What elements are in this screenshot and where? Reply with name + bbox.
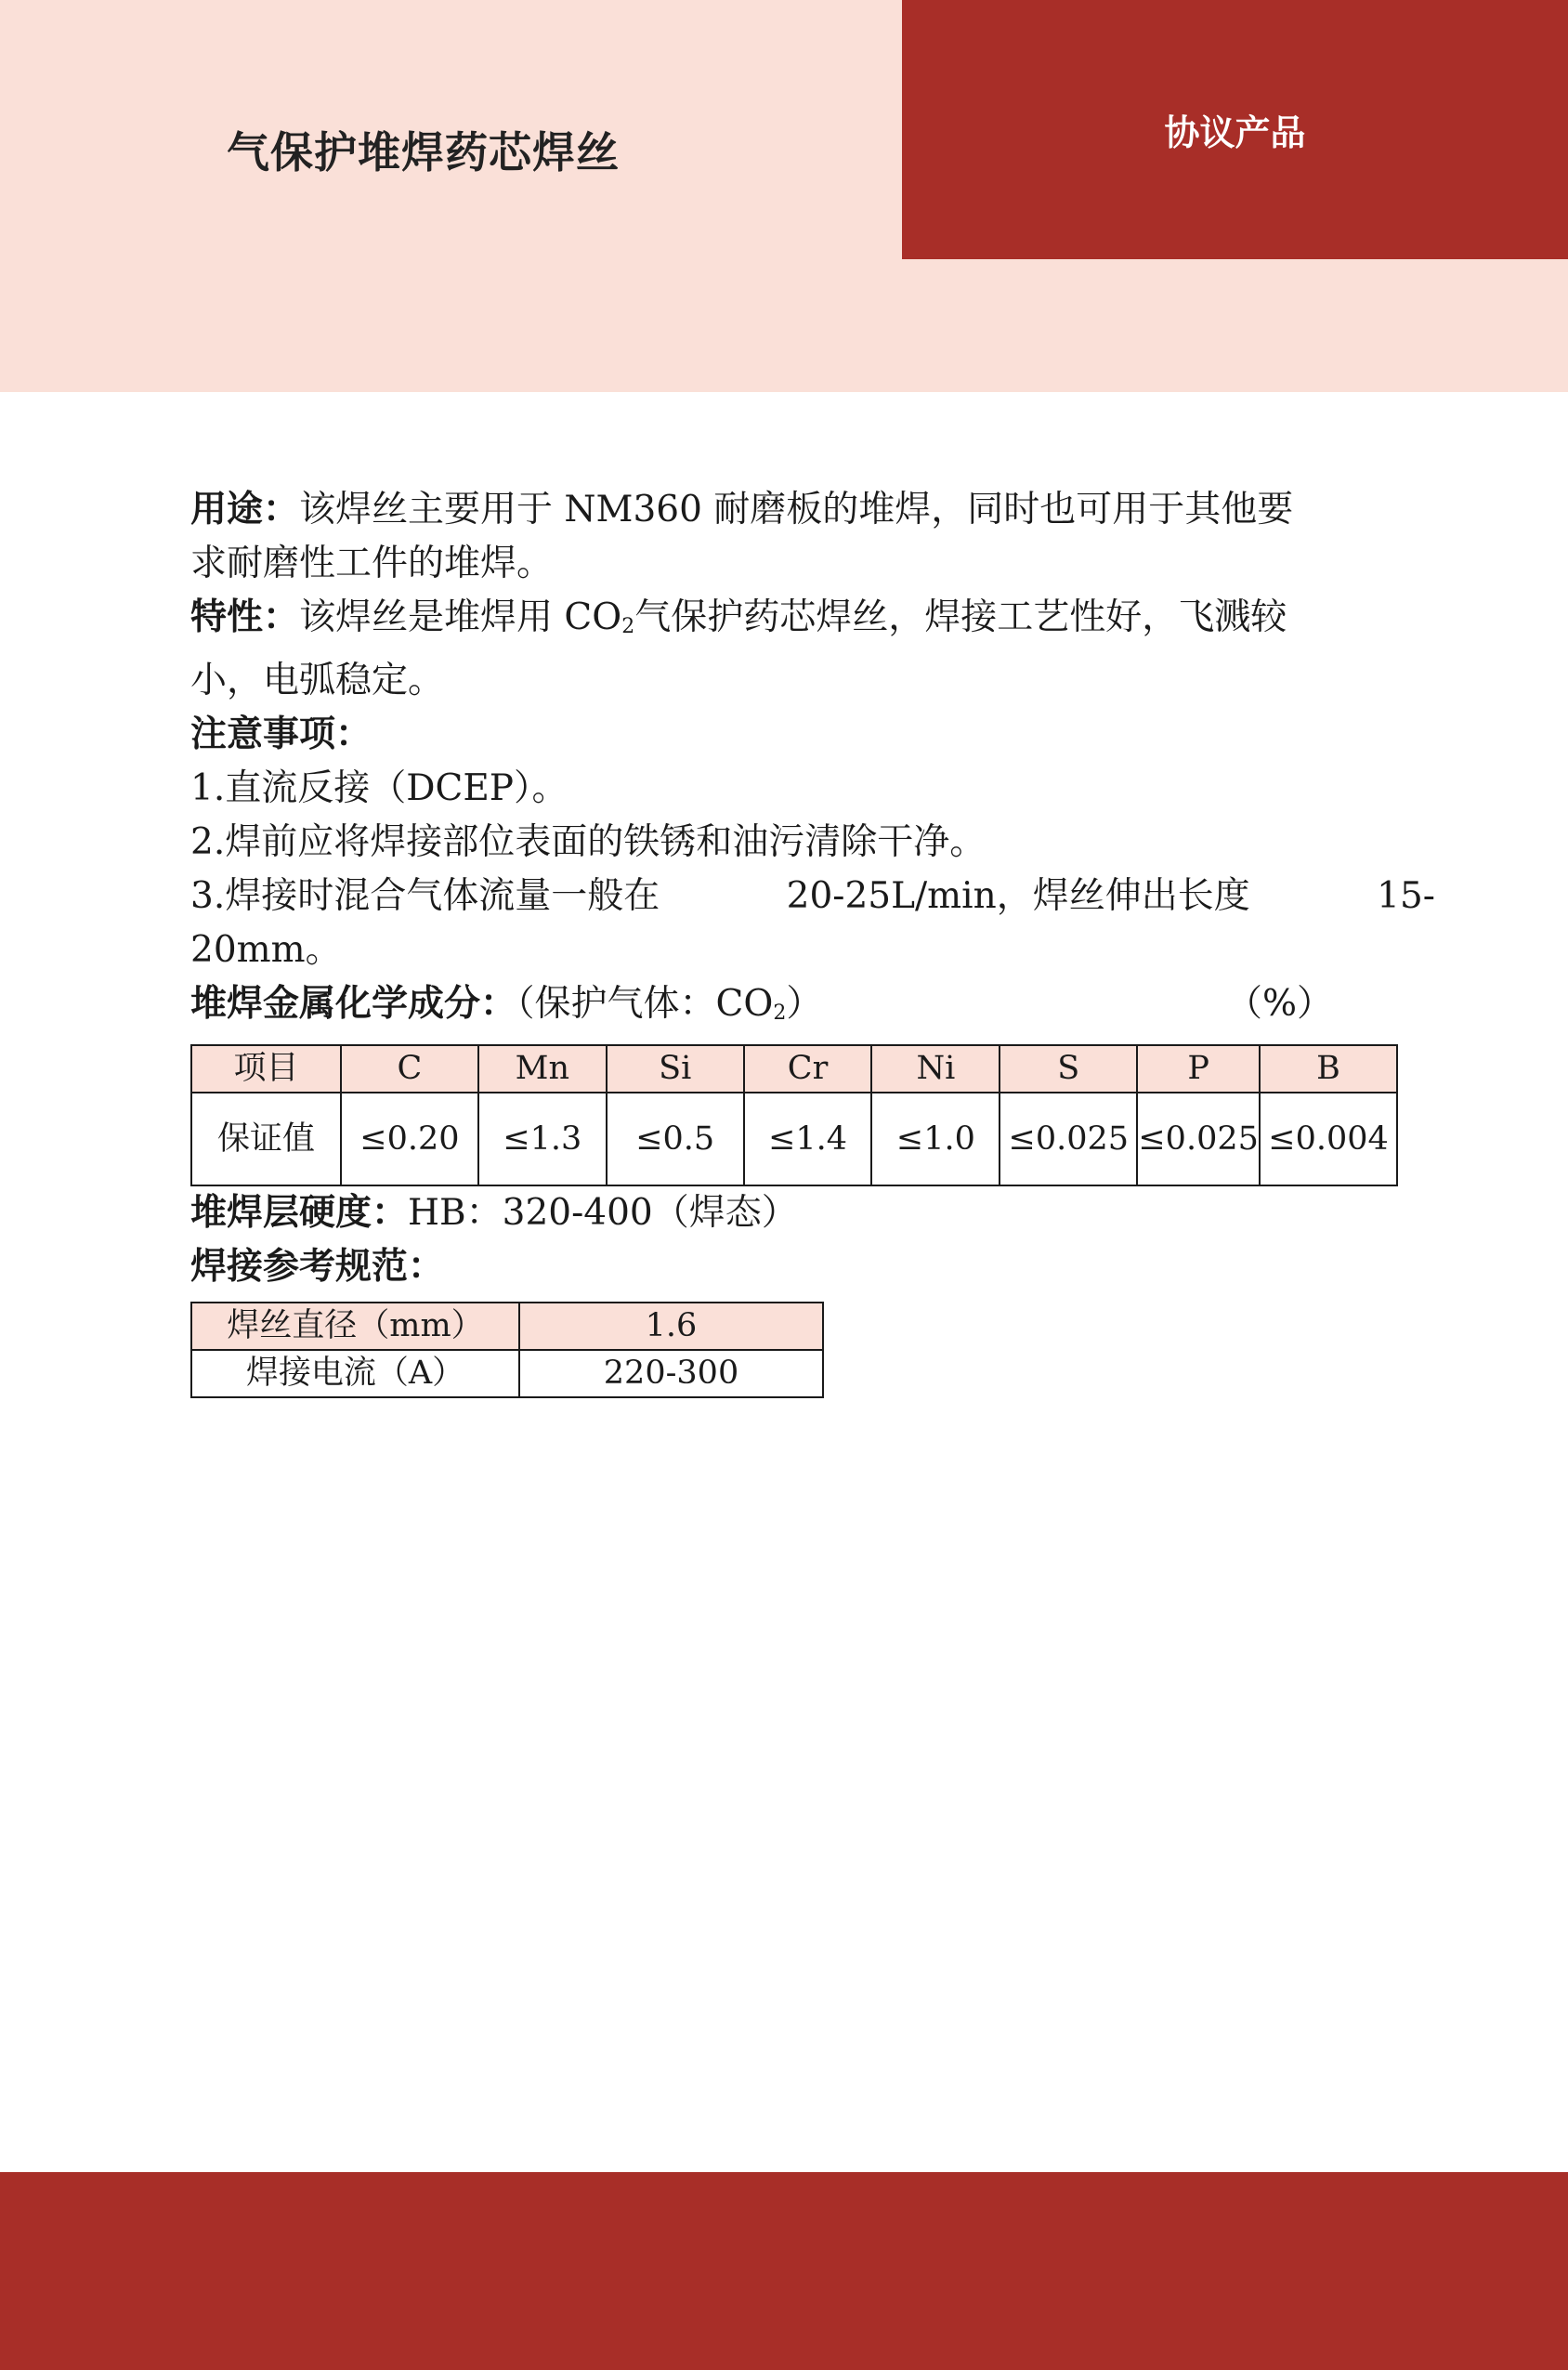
value-cell: ≤1.4	[744, 1093, 872, 1185]
reference-name-cell: 焊接电流（A）	[191, 1350, 519, 1397]
hardness-label: 堆焊层硬度：	[190, 1192, 409, 1234]
value-cell: ≤1.0	[871, 1093, 1000, 1185]
page-title: 气保护堆焊药芯焊丝	[227, 127, 620, 177]
composition-table	[190, 1044, 1398, 1186]
note-item-3-part: 3.焊接时混合气体流量一般在	[190, 875, 660, 917]
header-cell: 项目	[191, 1045, 341, 1093]
reference-row	[191, 1350, 823, 1397]
features-text-cont: 小，电弧稳定。	[190, 660, 445, 701]
composition-header-row	[191, 1045, 1397, 1093]
note-item-3-part: 20-25L/min，焊丝伸出长度	[786, 875, 1250, 917]
value-cell: ≤0.20	[341, 1093, 478, 1185]
reference-row	[191, 1303, 823, 1350]
reference-table	[190, 1302, 824, 1398]
composition-label: 堆焊金属化学成分：	[190, 983, 517, 1025]
features-paragraph	[190, 591, 1435, 654]
value-cell: ≤0.004	[1260, 1093, 1397, 1185]
features-text-pre: 该焊丝是堆焊用 CO	[299, 596, 622, 638]
header-cell: Si	[607, 1045, 744, 1093]
note-item-3	[190, 870, 1435, 923]
header-cell: Cr	[744, 1045, 872, 1093]
product-badge	[902, 0, 1568, 259]
features-label: 特性：	[190, 596, 300, 638]
gas-text-pre: （保护气体：CO	[516, 983, 774, 1025]
usage-text-cont: 求耐磨性工件的堆焊。	[190, 543, 554, 584]
usage-label: 用途：	[190, 489, 300, 530]
note-item-2: 2.焊前应将焊接部位表面的铁锈和油污清除干净。	[190, 821, 987, 863]
header-cell: Mn	[478, 1045, 607, 1093]
hardness-line	[190, 1186, 1435, 1240]
value-cell: ≤0.5	[607, 1093, 744, 1185]
note-item-3-cont: 20mm。	[190, 929, 342, 971]
reference-heading: 焊接参考规范：	[190, 1246, 445, 1288]
notes-heading: 注意事项：	[190, 714, 372, 755]
header-cell: Ni	[871, 1045, 1000, 1093]
usage-paragraph	[190, 483, 1435, 537]
hardness-value: HB：320-400（焊态）	[408, 1192, 798, 1234]
header-cell: B	[1260, 1045, 1397, 1093]
spec-content	[190, 483, 1435, 1398]
reference-value-cell: 220-300	[519, 1350, 823, 1397]
header-cell: S	[1000, 1045, 1137, 1093]
composition-title	[190, 977, 822, 1041]
header-cell: P	[1137, 1045, 1260, 1093]
composition-value-row	[191, 1093, 1397, 1185]
row-label-cell: 保证值	[191, 1093, 341, 1185]
badge-label: 协议产品	[1164, 112, 1306, 153]
value-cell: ≤0.025	[1000, 1093, 1137, 1185]
footer-band	[0, 2172, 1568, 2370]
gas-text-post: ）	[786, 983, 823, 1025]
reference-name-cell: 焊丝直径（mm）	[191, 1303, 519, 1350]
note-item-1: 1.直流反接（DCEP）。	[190, 767, 568, 809]
value-cell: ≤0.025	[1137, 1093, 1260, 1185]
composition-heading	[190, 977, 1333, 1041]
value-cell: ≤1.3	[478, 1093, 607, 1185]
header-cell: C	[341, 1045, 478, 1093]
note-item-3-part: 15-	[1377, 875, 1435, 917]
features-text-post: 气保护药芯焊丝，焊接工艺性好，飞溅较	[634, 596, 1287, 638]
unit-label: （%）	[1225, 983, 1333, 1025]
gas-subscript: 2	[773, 1002, 787, 1025]
reference-value-cell: 1.6	[519, 1303, 823, 1350]
usage-text: 该焊丝主要用于 NM360 耐磨板的堆焊，同时也可用于其他要	[299, 489, 1294, 530]
features-subscript: 2	[621, 615, 635, 638]
